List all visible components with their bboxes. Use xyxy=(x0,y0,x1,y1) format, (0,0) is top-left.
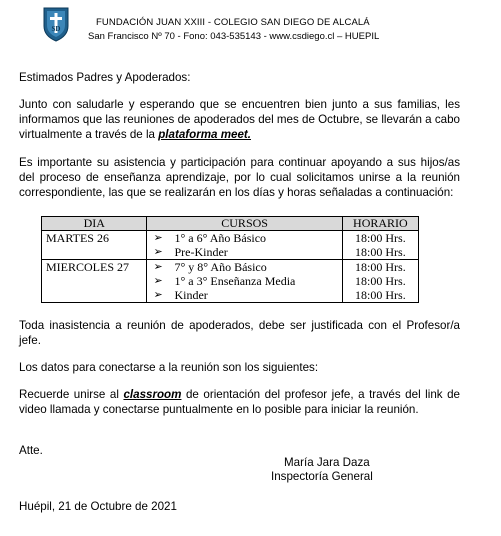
arrow-bullet-icon: ➢ xyxy=(153,261,163,273)
course-item xyxy=(151,260,337,274)
table-row xyxy=(42,260,419,303)
course-label: 1° a 3° Enseñanza Media xyxy=(174,274,296,288)
arrow-bullet-icon: ➢ xyxy=(153,289,163,301)
time-value: 18:00 Hrs. xyxy=(355,288,406,302)
course-label: Kinder xyxy=(174,288,208,302)
signer-name: María Jara Daza xyxy=(284,456,370,469)
row-day: MIERCOLES 27 xyxy=(42,260,147,303)
row-times xyxy=(342,231,418,260)
course-label: 7° y 8° Año Básico xyxy=(174,260,267,274)
time-value: 18:00 Hrs. xyxy=(355,231,406,245)
row-courses xyxy=(147,231,342,260)
arrow-bullet-icon: ➢ xyxy=(153,232,163,244)
paragraph-intro xyxy=(19,97,460,142)
classroom-link[interactable]: classroom xyxy=(123,388,182,401)
column-header-cursos: CURSOS xyxy=(147,217,342,231)
paragraph-classroom xyxy=(19,387,460,417)
paragraph-connection-info: Los datos para conectarse a la reunión son los siguientes: xyxy=(19,361,319,374)
arrow-bullet-icon: ➢ xyxy=(153,246,163,258)
signer-title: Inspectoría General xyxy=(271,470,373,483)
platform-meet-link[interactable]: plataforma meet. xyxy=(158,128,251,141)
header-school-name: FUNDACIÓN JUAN XXIII - COLEGIO SAN DIEGO DE ALCALÁ xyxy=(96,17,370,28)
course-label: 1° a 6° Año Básico xyxy=(174,231,267,245)
table-header-row xyxy=(42,217,419,231)
course-item xyxy=(151,288,337,302)
row-day: MARTES 26 xyxy=(42,231,147,260)
closing-atte: Atte. xyxy=(19,444,43,457)
place-date: Huépil, 21 de Octubre de 2021 xyxy=(19,500,177,513)
paragraph-absence: Toda inasistencia a reunión de apoderados, debe ser justificada con el Profesor/a jefe. xyxy=(19,319,460,347)
svg-text:SD: SD xyxy=(51,25,61,33)
time-value: 18:00 Hrs. xyxy=(355,260,406,274)
paragraph-classroom-pre: Recuerde unirse al xyxy=(19,388,124,401)
paragraph-classroom-post: de orientación del profesor jefe, a través del link de video llamada y conectarse puntualmente en lo posible para iniciar la reunión. xyxy=(19,388,460,416)
course-item xyxy=(151,231,337,245)
time-value: 18:00 Hrs. xyxy=(355,274,406,288)
row-times xyxy=(342,260,418,303)
arrow-bullet-icon: ➢ xyxy=(153,275,163,287)
header-contact-line: San Francisco Nº 70 - Fono: 043-535143 - www.csdiego.cl – HUEPIL xyxy=(88,31,380,42)
time-value: 18:00 Hrs. xyxy=(355,245,406,259)
course-item xyxy=(151,274,337,288)
row-courses xyxy=(147,260,342,303)
paragraph-attendance: Es importante su asistencia y participación para continuar apoyando a sus hijos/as del proceso de enseñanza aprendizaje, por lo cual solicitamos unirse a la reunión correspondiente, las que se realizarán en los días y horas señaladas a continuación: xyxy=(19,156,460,199)
course-item xyxy=(151,245,337,259)
schedule-table xyxy=(41,216,419,303)
paragraph-intro-text: Junto con saludarle y esperando que se encuentren bien junto a sus familias, les informamos que las reuniones de apoderados del mes de Octubre, se llevarán a cabo virtualmente a través de la xyxy=(19,98,460,141)
school-crest-icon xyxy=(42,6,70,42)
greeting: Estimados Padres y Apoderados: xyxy=(19,71,191,84)
course-label: Pre-Kinder xyxy=(174,245,228,259)
table-row xyxy=(42,231,419,260)
column-header-horario: HORARIO xyxy=(342,217,418,231)
column-header-dia: DIA xyxy=(42,217,147,231)
